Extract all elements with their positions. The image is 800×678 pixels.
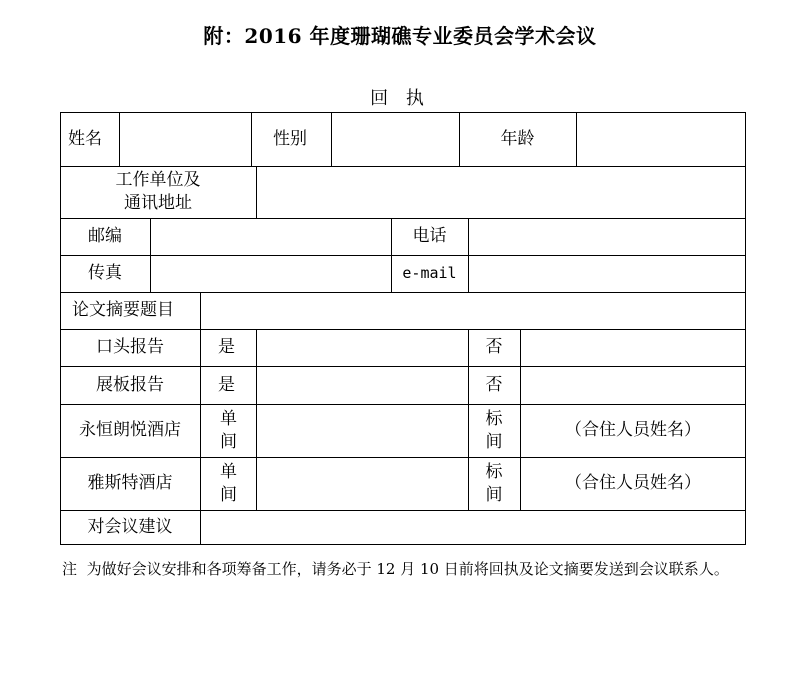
page-title: 附：2016 年度珊瑚礁专业委员会学术会议: [203, 24, 597, 48]
poster-yes-label: 是: [218, 374, 235, 395]
fax-field[interactable]: [150, 255, 391, 292]
oral-report-label: 口头报告: [96, 337, 164, 358]
email-label: e-mail: [402, 264, 457, 283]
phone-field[interactable]: [468, 218, 746, 255]
oral-yes-label: 是: [218, 337, 235, 358]
hotel2-single-field[interactable]: [256, 457, 468, 510]
oral-no-field[interactable]: [520, 329, 746, 366]
workplace-field[interactable]: [256, 166, 746, 218]
workplace-label: [60, 166, 256, 218]
fax-label: 传真: [88, 263, 122, 284]
hotel1-standard-char2: 间: [485, 431, 503, 452]
hotel2-standard-char1: 标: [485, 461, 503, 482]
form-subtitle: 回 执: [370, 88, 430, 109]
hotel2-single-room-label: [200, 457, 256, 510]
oral-no-label: 否: [485, 337, 503, 358]
hotel2-single-char1: 单: [220, 461, 237, 482]
footer-note: [62, 558, 752, 580]
phone-label: 电话: [412, 226, 447, 247]
poster-no-field[interactable]: [520, 366, 746, 404]
hotel1-standard-char1: 标: [485, 408, 503, 429]
hotel2-standard-char2: 间: [485, 484, 503, 505]
hotel2-roommate-field[interactable]: （合住人员姓名）: [565, 473, 701, 494]
name-field[interactable]: [119, 112, 251, 166]
age-field[interactable]: [576, 112, 746, 166]
email-field[interactable]: [468, 255, 746, 292]
postcode-field[interactable]: [150, 218, 391, 255]
name-label: 姓名: [68, 128, 102, 149]
workplace-label-line2: 通讯地址: [124, 193, 192, 213]
note-prefix: 注: [62, 560, 78, 578]
age-label: 年龄: [500, 128, 535, 149]
poster-no-label: 否: [485, 374, 503, 395]
hotel1-single-field[interactable]: [256, 404, 468, 457]
poster-report-label: 展板报告: [96, 374, 164, 395]
hotel1-single-char2: 间: [220, 431, 237, 452]
oral-yes-field[interactable]: [256, 329, 468, 366]
workplace-label-line1: 工作单位及: [115, 170, 201, 191]
note-text: 为做好会议安排和各项筹备工作，请务必于 12 月 10 日前将回执及论文摘要发送到会议联系人。: [86, 560, 729, 578]
gender-label: 性别: [273, 128, 307, 149]
hotel2-single-char2: 间: [220, 484, 237, 505]
poster-yes-field[interactable]: [256, 366, 468, 404]
suggestion-field[interactable]: [200, 510, 746, 545]
postcode-label: 邮编: [88, 226, 122, 247]
hotel1-roommate-field[interactable]: （合住人员姓名）: [565, 420, 701, 441]
hotel2-standard-room-label: [468, 457, 520, 510]
suggestion-label: 对会议建议: [87, 517, 173, 538]
hotel2-label: 雅斯特酒店: [87, 473, 173, 494]
hotel1-single-room-label: [200, 404, 256, 457]
paper-title-field[interactable]: [200, 292, 746, 329]
hotel1-standard-room-label: [468, 404, 520, 457]
hotel1-label: 永恒朗悦酒店: [79, 420, 181, 441]
gender-field[interactable]: [331, 112, 459, 166]
paper-title-label: 论文摘要题目: [72, 300, 174, 321]
hotel1-single-char1: 单: [220, 408, 237, 429]
